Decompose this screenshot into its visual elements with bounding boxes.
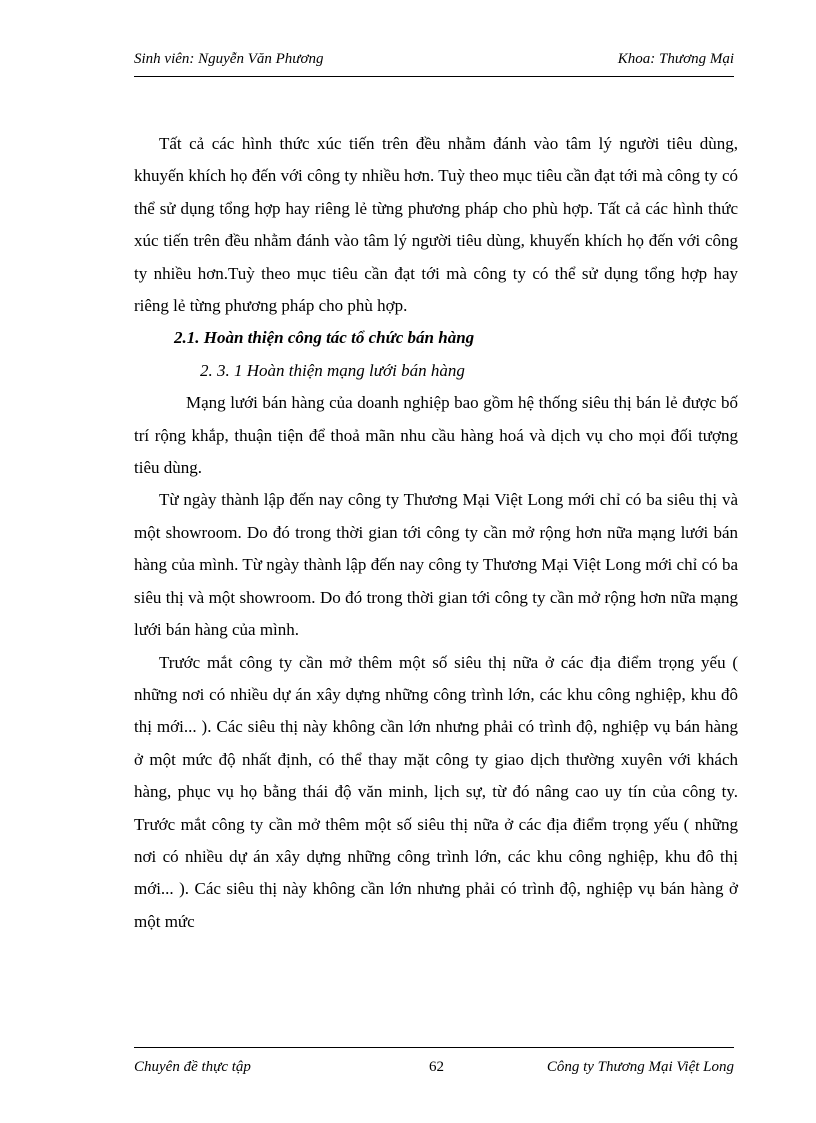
document-body: [134, 128, 738, 938]
page-number: 62: [429, 1059, 444, 1075]
header-student-name: Sinh viên: Nguyễn Văn Phương: [134, 51, 324, 67]
footer-company: Công ty Thương Mại Việt Long: [546, 1059, 734, 1075]
page-footer: [134, 1058, 734, 1076]
header-faculty: Khoa: Thương Mại: [617, 51, 734, 67]
section-heading-2-1: 2.1. Hoàn thiện công tác tổ chức bán hàng: [174, 328, 475, 348]
paragraph-sales-network: Mạng lưới bán hàng của doanh nghiệp bao gồm hệ thống siêu thị bán lẻ được bố trí rộng khắp, thuận tiện để thoả mãn nhu cầu hàng hoá và dịch vụ cho mọi đối tượng tiêu dùng.: [134, 393, 738, 478]
page-header: [134, 50, 734, 68]
paragraph-company-history: Từ ngày thành lập đến nay công ty Thương Mại Việt Long mới chỉ có ba siêu thị và một showroom. Do đó trong thời gian tới công ty cần mở rộng hơn nữa mạng lưới bán hàng của mình. Từ ngày thành lập đến nay công ty Thương Mại Việt Long mới chỉ có ba siêu thị và một showroom. Do đó trong thời gian tới công ty cần mở rộng hơn nữa mạng lưới bán hàng của mình.: [134, 490, 738, 640]
paragraph-promotion: Tất cả các hình thức xúc tiến trên đều nhằm đánh vào tâm lý người tiêu dùng, khuyến khích họ đến với công ty nhiều hơn. Tuỳ theo mục tiêu cần đạt tới mà công ty có thể sử dụng tổng hợp hay riêng lẻ từng phương pháp cho phù hợp. Tất cả các hình thức xúc tiến trên đều nhằm đánh vào tâm lý người tiêu dùng, khuyến khích họ đến với công ty nhiều hơn.Tuỳ theo mục tiêu cần đạt tới mà công ty có thể sử dụng tổng hợp hay riêng lẻ từng phương pháp cho phù hợp.: [134, 134, 738, 316]
header-rule: [134, 76, 734, 77]
subsection-heading-2-3-1: 2. 3. 1 Hoàn thiện mạng lưới bán hàng: [200, 360, 465, 380]
footer-rule: [134, 1047, 734, 1048]
footer-report-type: Chuyên đề thực tập: [134, 1059, 251, 1075]
paragraph-expansion-plan: Trước mắt công ty cần mở thêm một số siêu thị nữa ở các địa điểm trọng yếu ( những nơi có nhiều dự án xây dựng những công trình lớn, các khu công nghiệp, khu đô thị mới... ). Các siêu thị này không cần lớn nhưng phải có trình độ, nghiệp vụ bán hàng ở một mức độ nhất định, có thể thay mặt công ty giao dịch thường xuyên với khách hàng, phục vụ họ bằng thái độ văn minh, lịch sự, từ đó nâng cao uy tín của công ty. Trước mắt công ty cần mở thêm một số siêu thị nữa ở các địa điểm trọng yếu ( những nơi có nhiều dự án xây dựng những công trình lớn, các khu công nghiệp, khu đô thị mới... ). Các siêu thị này không cần lớn nhưng phải có trình độ, nghiệp vụ bán hàng ở một mức: [134, 652, 738, 931]
